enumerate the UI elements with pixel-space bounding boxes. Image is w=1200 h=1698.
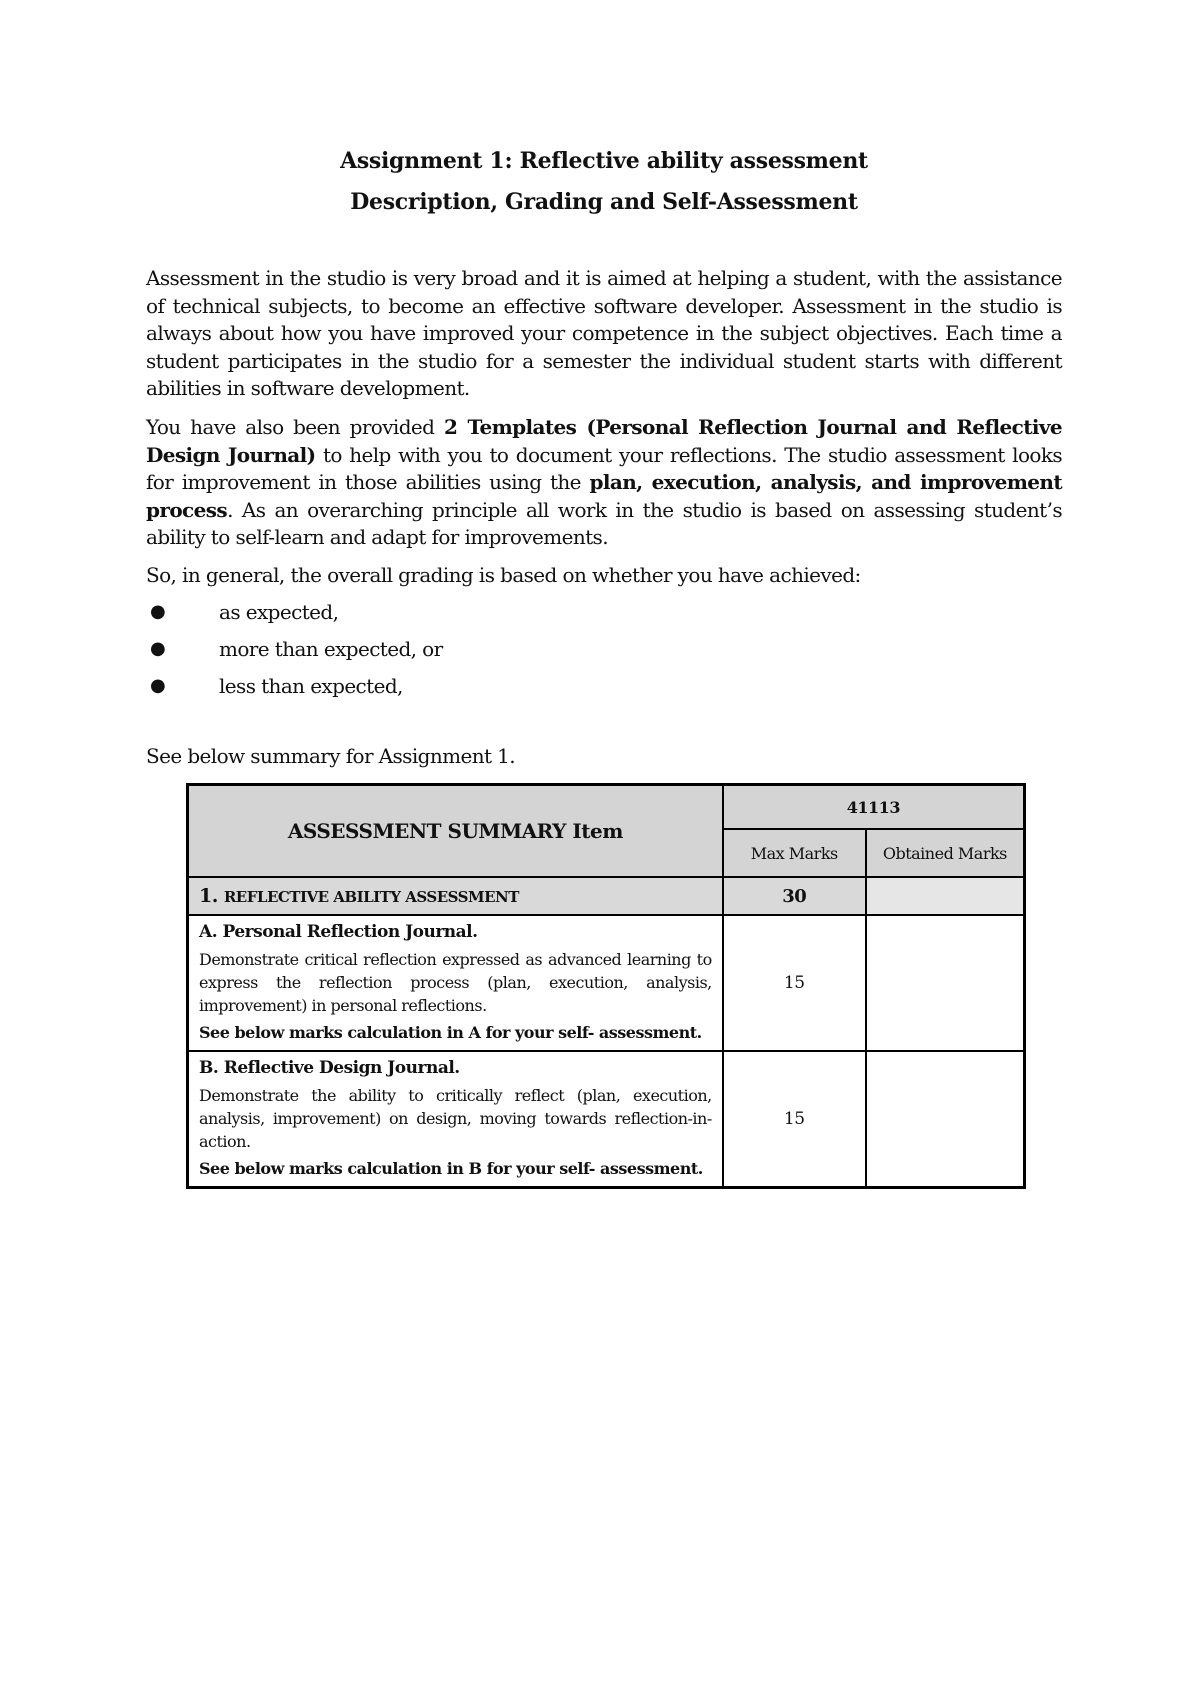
section-obtained-marks[interactable] [866, 877, 1025, 915]
item-obtained-marks[interactable] [866, 1051, 1025, 1188]
item-note: See below marks calculation in B for your self- assessment. [199, 1159, 703, 1178]
section-row [188, 877, 1025, 915]
templates-text-e: . As an overarching principle all work in the studio is based on assessing student’s ability to self-learn and adapt for improvements. [146, 497, 1062, 549]
section-number: 1. [199, 885, 218, 907]
list-item [146, 674, 1062, 711]
document-subtitle: Description, Grading and Self-Assessment [350, 189, 858, 215]
intro-paragraph: Assessment in the studio is very broad and it is aimed at helping a student, with the assistance of technical subjects, to become an effective software developer. Assessment in the studio is always about how you have improved your competence in the subject objectives. Each time a student participates in the studio for a semester the individual student starts with different abilities in software development. [146, 266, 1062, 400]
grading-list [146, 600, 1062, 711]
list-item-text: less than expected, [219, 674, 403, 698]
item-description-cell [188, 1051, 723, 1188]
obtained-marks-header: Obtained Marks [866, 829, 1025, 877]
item-obtained-marks[interactable] [866, 915, 1025, 1051]
list-item [146, 637, 1062, 674]
max-marks-header: Max Marks [723, 829, 866, 877]
document-title: Assignment 1: Reflective ability assessment [340, 148, 868, 174]
item-heading: A. Personal Reflection Journal. [199, 922, 478, 942]
templates-paragraph [146, 414, 1062, 552]
summary-intro: See below summary for Assignment 1. [146, 744, 516, 768]
item-max-marks: 15 [723, 1051, 866, 1188]
list-item [146, 600, 1062, 637]
assessment-summary-table [186, 783, 1026, 1189]
list-item-text: as expected, [219, 600, 339, 624]
bullet-icon: ● [150, 638, 166, 659]
section-label: REFLECTIVE ABILITY ASSESSMENT [223, 888, 519, 906]
item-max-marks: 15 [723, 915, 866, 1051]
list-item-text: more than expected, or [219, 637, 443, 661]
process-text-bold: plan, execution, analysis, and improvement process [146, 470, 1062, 522]
bullet-icon: ● [150, 601, 166, 622]
header-title-cell: ASSESSMENT SUMMARY Item [188, 785, 723, 878]
grading-paragraph: So, in general, the overall grading is based on whether you have achieved: [146, 563, 861, 587]
table-row [188, 1051, 1025, 1188]
section-label-cell [188, 877, 723, 915]
item-body: Demonstrate the ability to critically reflect (plan, execution, analysis, improvement) on design, moving towards reflection-in-action. [199, 1086, 712, 1151]
templates-text-bold: 2 Templates (Personal Reflection Journal and Reflective Design Journal) [146, 415, 1062, 467]
templates-text-c: to help with you to document your reflections. The studio assessment looks for improvement in those abilities using the [146, 442, 1063, 494]
item-body: Demonstrate critical reflection expressed as advanced learning to express the reflection process (plan, execution, analysis, improvement) in personal reflections. [199, 950, 712, 1015]
templates-text-a: You have also been provided [146, 415, 444, 439]
table-row [188, 915, 1025, 1051]
item-heading: B. Reflective Design Journal. [199, 1058, 460, 1078]
bullet-icon: ● [150, 675, 166, 696]
item-description-cell [188, 915, 723, 1051]
section-max-marks: 30 [723, 877, 866, 915]
item-note: See below marks calculation in A for your self- assessment. [199, 1023, 702, 1042]
subject-code-cell: 41113 [723, 785, 1025, 830]
table-header-row [188, 785, 1025, 830]
